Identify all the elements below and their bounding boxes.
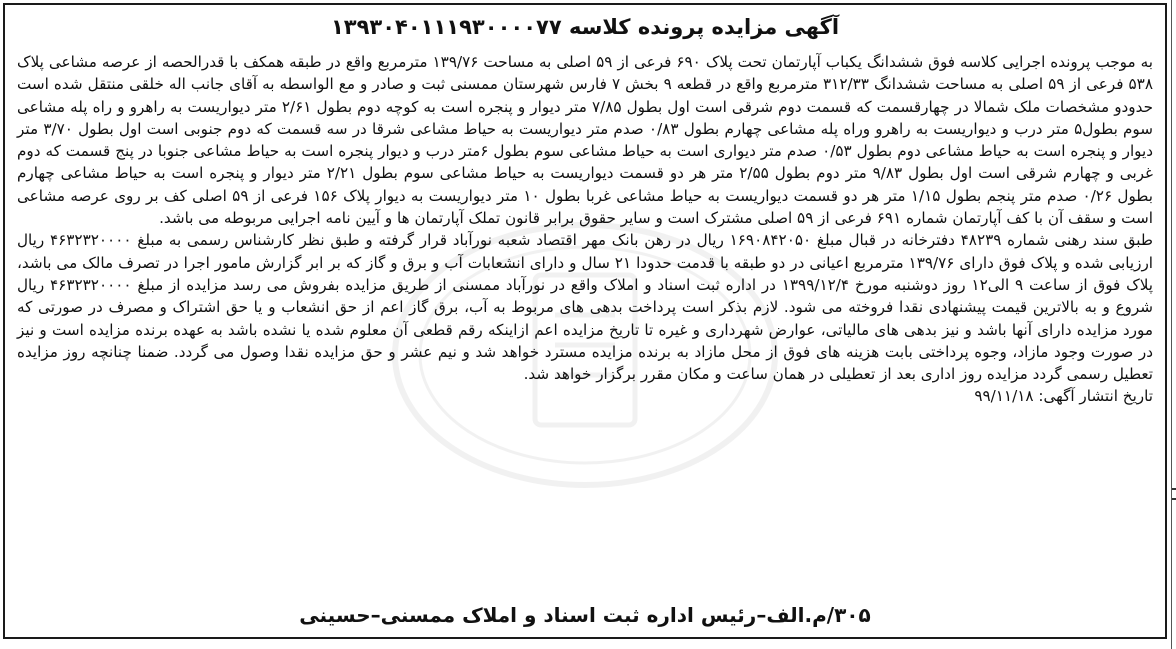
property-description-paragraph: به موجب پرونده اجرایی کلاسه فوق ششدانگ یکباب آپارتمان تحت پلاک ۶۹۰ فرعی از ۵۹ اصلی به مساحت ۱۳۹/۷۶ مترمربع واقع در طبقه همکف با قدرالحصه از عرصه مشاعی پلاک ۵۳۸ فرعی از ۵۹ اصلی به مساحت ششدانگ ۳۱۲/۳۳ مترمربع واقع در قطعه ۹ بخش ۷ فارس شهرستان ممسنی ثبت و صادر و مع الواسطه به آقای جانب اله خلقی منتقل شده است حدودو مشخصات ملک شمالا در چهارقسمت که قسمت دوم شرقی است اول بطول ۷/۸۵ متر دیوار و پنجره است به کوچه دوم بطول ۲/۶۱ متر دیواریست به راهرو و راه پله مشاعی سوم بطول۵ متر درب و دیواریست به راهرو وراه پله مشاعی چهارم بطول ۰/۸۳ صدم متر دیواریست به حیاط مشاعی شرقا در سه قسمت که دوم جنوبی است اول بطول ۳/۷۰ متر دیوار و پنجره است به حیاط مشاعی دوم بطول ۰/۵۳ صدم متر دیواری است به حیاط مشاعی سوم بطول ۶متر درب و دیوار پنجره است به حیاط مشاعی جنوبا در پنج قسمت که دوم غربی و چهارم شرقی است اول بطول ۹/۸۳ متر دوم بطول ۲/۵۵ متر هر دو قسمت دیواریست به حیاط مشاعی سوم بطول ۲/۲۱ متر دیوار و پنجره است به حیاط مشاعی چهارم بطول ۰/۲۶ صدم متر پنجم بطول ۱/۱۵ متر هر دو قسمت دیواریست به حیاط مشاعی غربا بطول ۱۰ متر دیواریست به دیوار پلاک ۱۵۶ فرعی از ۵۹ اصلی کف بر روی عرصه مشاعی است و سقف آن با کف آپارتمان شماره ۶۹۱ فرعی از ۵۹ اصلی مشترک است و سایر حقوق برابر قانون تملک آپارتمان ها و آیین نامه اجرایی مربوطه می باشد.: [17, 53, 1153, 228]
signature-line: ۳۰۵/م.الف–رئیس اداره ثبت اسناد و املاک ممسنی–حسینی: [299, 603, 871, 627]
notice-frame: [3, 3, 1167, 639]
edge-tick: [1172, 498, 1176, 500]
edge-tick: [1172, 488, 1176, 490]
notice-body: [17, 51, 1153, 408]
auction-terms-paragraph: طبق سند رهنی شماره ۴۸۲۳۹ دفترخانه در قبال مبلغ ۱۶۹۰۸۴۲۰۵۰ ریال در رهن بانک مهر اقتصاد شعبه نورآباد قرار گرفته و طبق نظر کارشناس رسمی به مبلغ ۴۶۳۲۳۲۰۰۰۰ ریال ارزیابی شده و پلاک فوق دارای ۱۳۹/۷۶ مترمربع اعیانی در دو طبقه با قدمت حدودا ۲۱ سال و دارای انشعابات آب و برق و گاز که بر ابر گزارش مامور اجرا در تصرف مالک می باشد، پلاک فوق از ساعت ۹ الی۱۲ روز دوشنبه مورخ ۱۳۹۹/۱۲/۴ در اداره ثبت اسناد و املاک واقع در نورآباد ممسنی از طریق مزایده بفروش می رسد مزایده از مبلغ ۴۶۳۲۳۲۰۰۰۰ ریال شروع و به بالاترین قیمت پیشنهادی نقدا فروخته می شود. لازم بذکر است پرداخت بدهی های مربوط به آب، برق گاز اعم از حق انشعاب و یا حق اشتراک و مصرف در صورتی که مورد مزایده دارای آنها باشد و نیز بدهی های مالیاتی، عوارض شهرداری و غیره تا تاریخ مزایده اعم ازاینکه رقم قطعی آن معلوم شده یا نشده باشد به عهده برنده مزایده است و نیز در صورت وجود مازاد، وجوه پرداختی بابت هزینه های فوق از محل مازاد به برنده مزایده مسترد خواهد شد و نیم عشر و حق مزایده نقدا وصول می گردد. ضمنا چنانچه روز مزایده تعطیل رسمی گردد مزایده روز اداری بعد از تعطیلی در همان ساعت و مکان مقرر برگزار خواهد شد.: [17, 231, 1154, 384]
page-edge-strip: [1171, 0, 1176, 649]
notice-title: آگهی مزایده پرونده کلاسه ۱۳۹۳۰۴۰۱۱۱۹۳۰۰۰۰۷۷: [330, 15, 840, 39]
publish-date: تاریخ انتشار آگهی: ۹۹/۱۱/۱۸: [974, 387, 1153, 406]
